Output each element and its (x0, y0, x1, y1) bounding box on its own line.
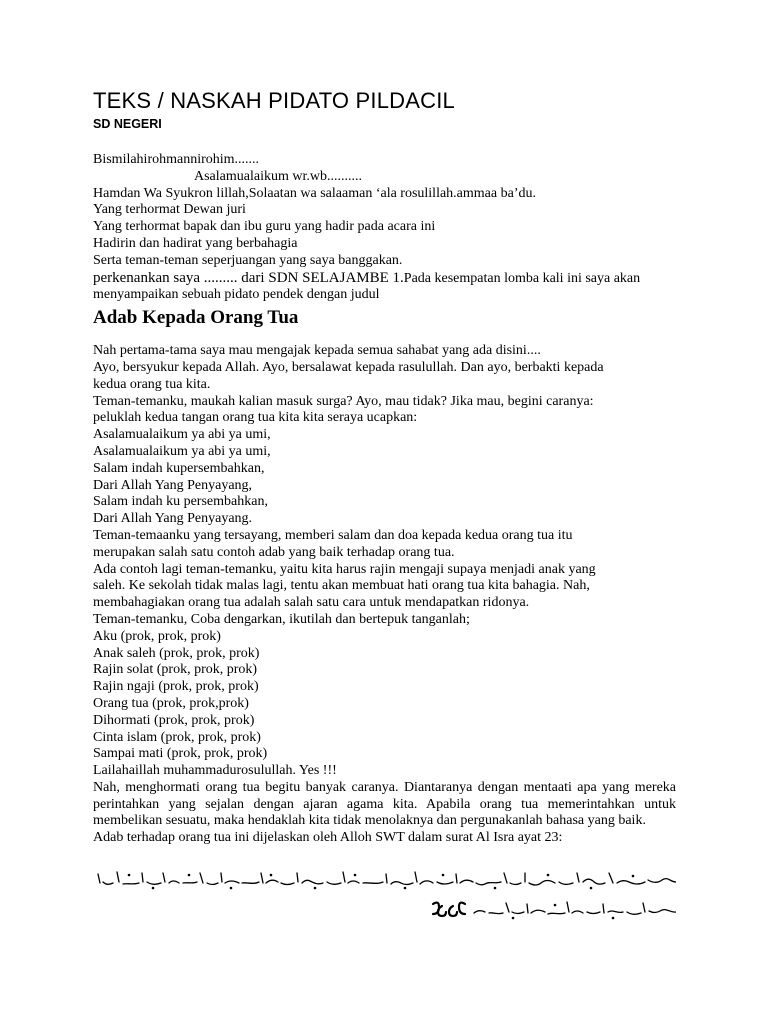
introduction-rest: Pada kesempatan lomba kali ini saya akan menyampaikan sebuah pidato pendek dengan judul (93, 270, 641, 303)
speech-line: peluklah kedua tangan orang tua kita kita seraya ucapkan: (93, 410, 418, 426)
speech-line: kedua orang tua kita. (93, 376, 211, 392)
speech-line: Teman-temanku, maukah kalian masuk surga? Ayo, mau tidak? Jika mau, begini caranya: (93, 393, 594, 409)
speech-line: Ayo, bersyukur kepada Allah. Ayo, bersalawat kepada rasulullah. Dan ayo, berbakti kepada (93, 359, 604, 375)
closing-paragraph: Nah, menghormati orang tua begitu banyak caranya. Diantaranya dengan mentaati apa yang mereka perintahkan yang sejalan dengan ajaran agama kita. Apabila orang tua memerintahkan untuk membelikan sesuatu, maka hendaklah kita tidak menolaknya dan pergunakanlah bahasa yang baik. (93, 779, 676, 829)
speech-line: Teman-temanku, Coba dengarkan, ikutilah dan bertepuk tanganlah; (93, 611, 470, 627)
speech-line: merupakan salah satu contoh adab yang baik terhadap orang tua. (93, 544, 455, 560)
speech-line: Dari Allah Yang Penyayang. (93, 511, 253, 527)
speech-line: Dihormati (prok, prok, prok) (93, 712, 255, 728)
speech-line: Anak saleh (prok, prok, prok) (93, 645, 260, 661)
greeting-juri: Yang terhormat Dewan juri (93, 202, 246, 218)
speech-line: Nah pertama-tama saya mau mengajak kepada semua sahabat yang ada disini.... (93, 343, 541, 359)
speech-line: Rajin solat (prok, prok, prok) (93, 662, 258, 678)
speech-line: Salam indah kupersembahkan, (93, 460, 265, 476)
speech-line: Ada contoh lagi teman-temanku, yaitu kita harus rajin mengaji supaya menjadi anak yang (93, 561, 596, 577)
speech-line: Aku (prok, prok, prok) (93, 628, 221, 644)
speech-line: Salam indah ku persembahkan, (93, 494, 268, 510)
speech-line: Rajin ngaji (prok, prok, prok) (93, 679, 259, 695)
speech-lines (93, 343, 676, 780)
speech-heading: Adab Kepada Orang Tua (93, 307, 299, 329)
speech-line: Dari Allah Yang Penyayang, (93, 477, 253, 493)
speech-line: Asalamualaikum ya abi ya umi, (93, 427, 271, 443)
speech-body (93, 152, 676, 847)
speech-line: saleh. Ke sekolah tidak malas lagi, tentu akan membuat hati orang tua kita bahagia. Nah, (93, 578, 590, 594)
speech-line: Asalamualaikum ya abi ya umi, (93, 443, 271, 459)
speech-line: Orang tua (prok, prok,prok) (93, 695, 249, 711)
opening-hamdalah: Hamdan Wa Syukron lillah,Solaatan wa salaaman ‘ala rosulillah.ammaa ba’du. (93, 185, 536, 201)
closing-line: Adab terhadap orang tua ini dijelaskan oleh Alloh SWT dalam surat Al Isra ayat 23: (93, 830, 563, 846)
introduction-perkenankan: perkenankan saya ......... dari SDN SELAJAMBE 1. (93, 269, 404, 286)
speech-line: Teman-temaanku yang tersayang, memberi salam dan doa kepada kedua orang tua itu (93, 527, 573, 543)
speech-line: Sampai mati (prok, prok, prok) (93, 746, 268, 762)
opening-salam: Asalamualaikum wr.wb.......... (194, 168, 362, 184)
document-subtitle: SD NEGERI (93, 117, 162, 131)
speech-line: membahagiakan orang tua adalah salah satu cara untuk mendapatkan ridonya. (93, 595, 530, 611)
speech-line: Lailahaillah muhammadurosulullah. Yes !!! (93, 763, 337, 779)
opening-basmalah: Bismilahirohmannirohim....... (93, 152, 260, 167)
greeting-teman: Serta teman-teman seperjuangan yang saya banggakan. (93, 252, 403, 268)
greeting-guru: Yang terhormat bapak dan ibu guru yang hadir pada acara ini (93, 219, 436, 235)
document-page (93, 88, 676, 847)
speech-line: Cinta islam (prok, prok, prok) (93, 729, 261, 745)
greeting-hadirin: Hadirin dan hadirat yang berbahagia (93, 235, 298, 251)
document-title: TEKS / NASKAH PIDATO PILDACIL (93, 88, 455, 113)
arabic-verse-image (93, 868, 676, 924)
introduction-paragraph (93, 270, 676, 305)
arabic-verse-calligraphy (93, 868, 676, 924)
